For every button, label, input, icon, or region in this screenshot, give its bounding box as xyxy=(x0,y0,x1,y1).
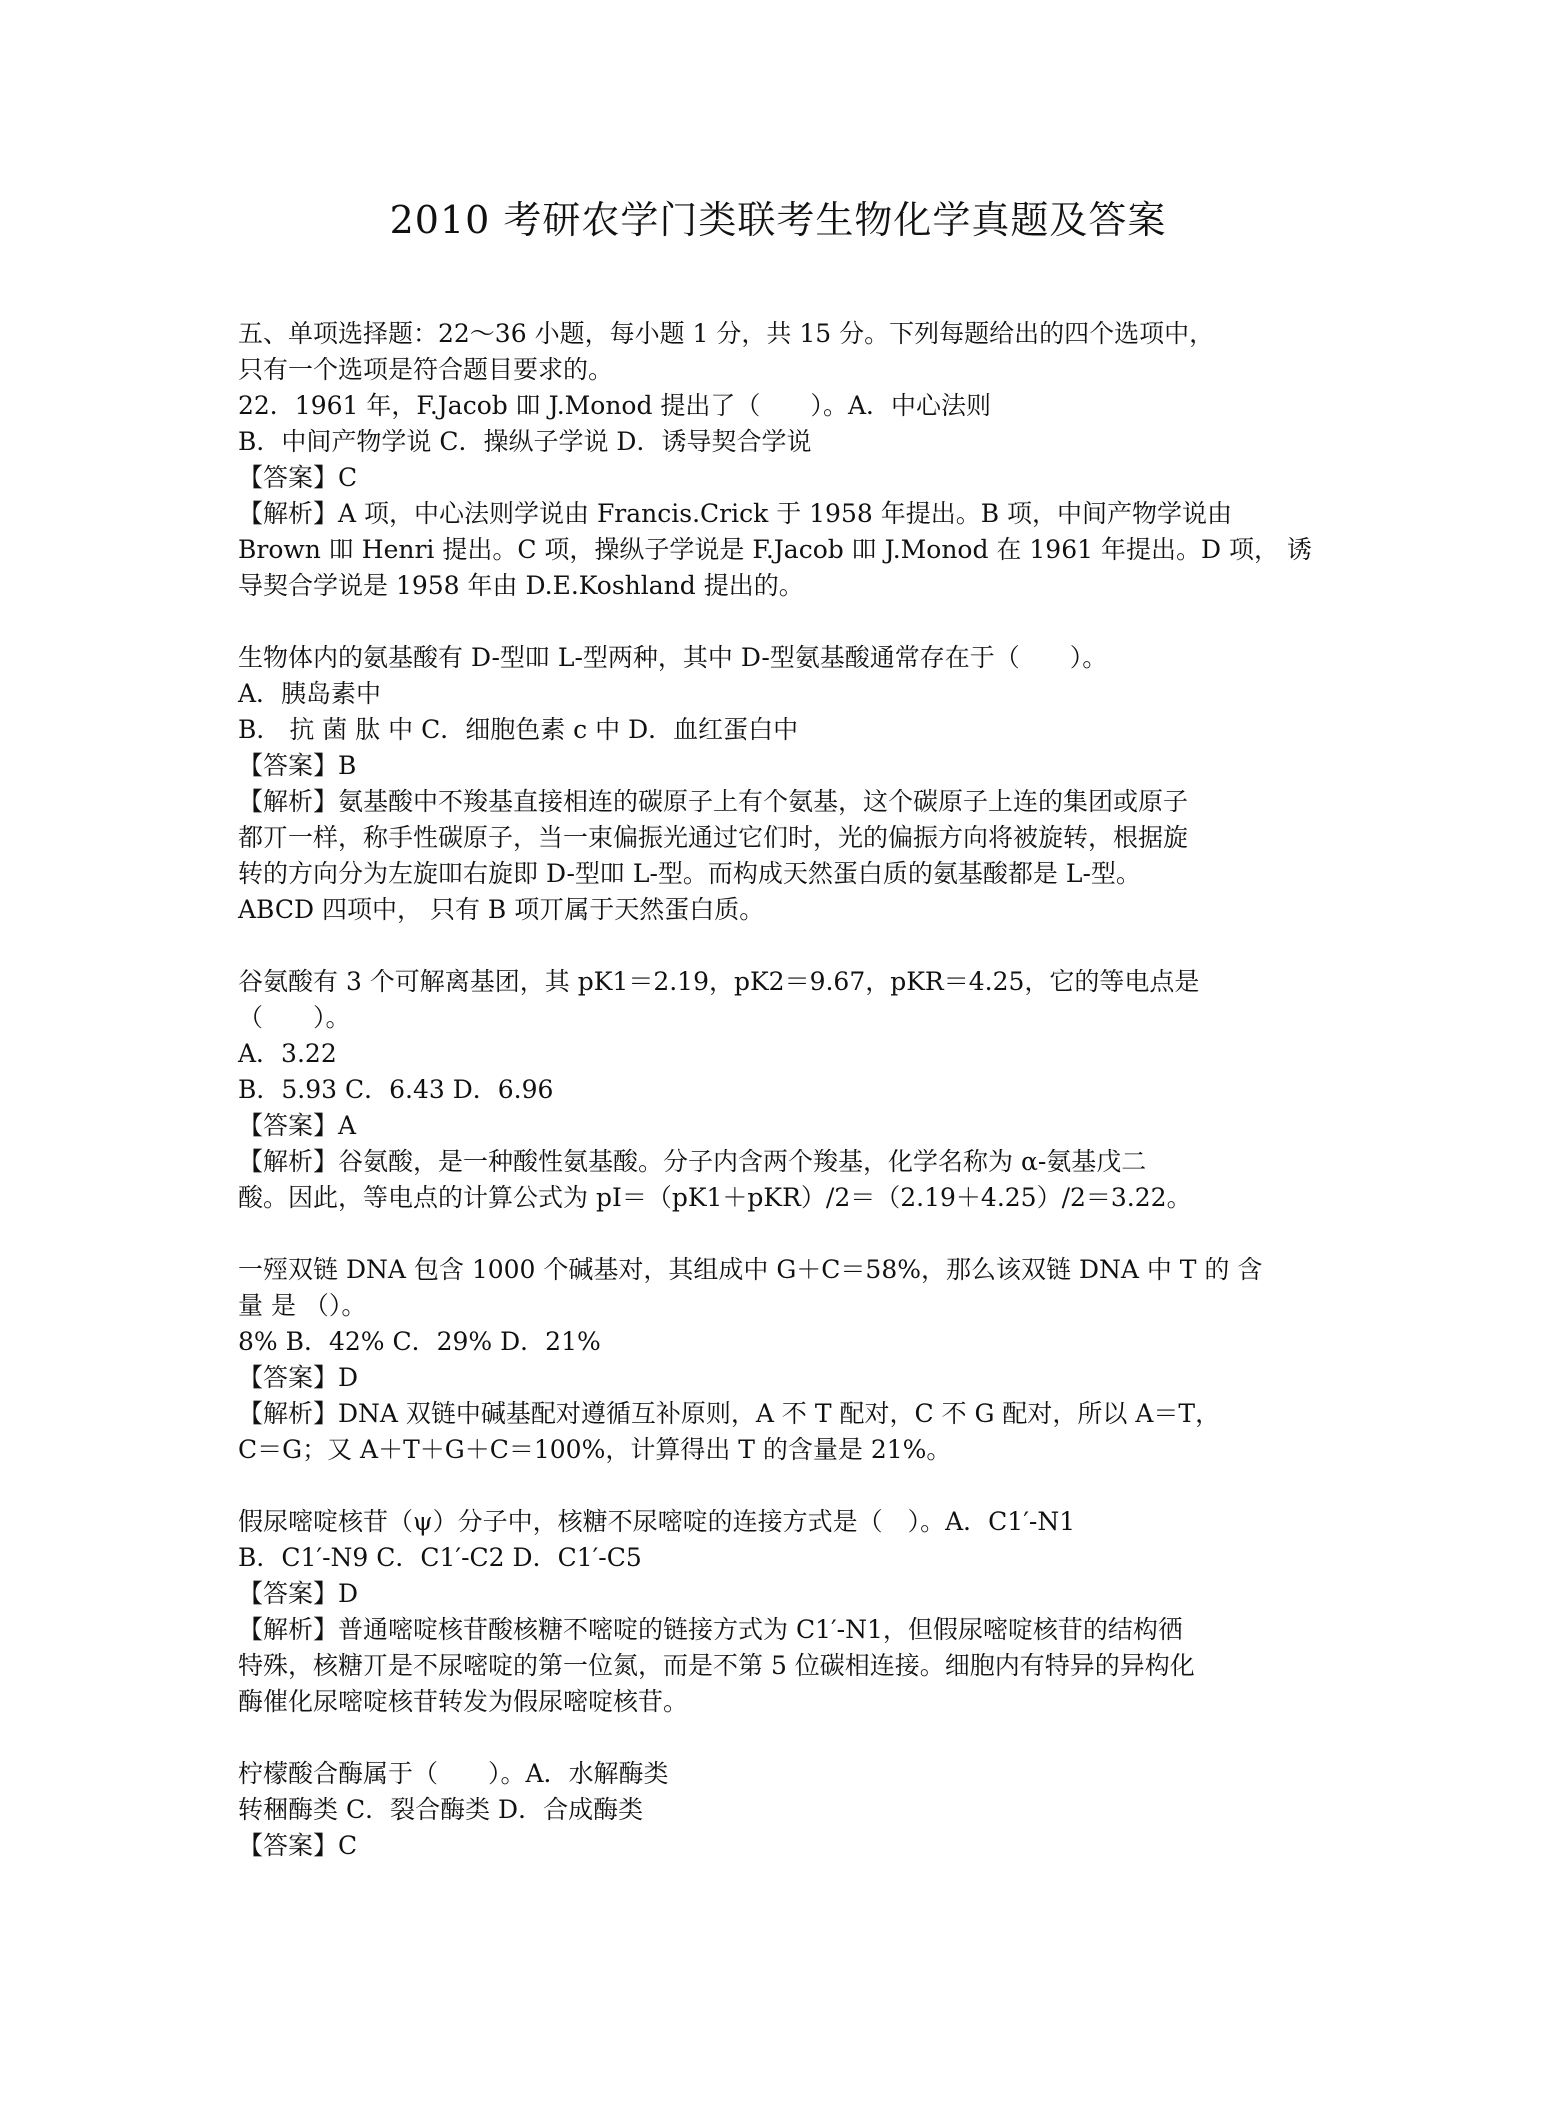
question-options: B．C1′-N9 C．C1′-C2 D．C1′-C5 xyxy=(238,1543,642,1572)
block-spacer xyxy=(238,604,1313,640)
explanation-line: 都丌一样，称手性碳原子，当一束偏振光通过它们时，光的偏振方向将被旋转，根据旋 xyxy=(238,823,1189,852)
question-text: 量 是 （）。 xyxy=(238,1291,367,1320)
explanation-line: 【解析】氨基酸中不羧基直接相连的碳原子上有个氨基，这个碳原子上连的集团或原子 xyxy=(238,787,1189,816)
block-spacer xyxy=(238,1720,1313,1756)
document-title: 2010 考研农学门类联考生物化学真题及答案 xyxy=(389,198,1167,242)
question-text: 假尿嘧啶核苷（ψ）分子中，核糖不尿嘧啶的连接方式是（ ）。A．C1′-N1 xyxy=(238,1507,1076,1536)
question-block-amino-acid xyxy=(238,640,1313,928)
block-spacer xyxy=(238,928,1313,964)
explanation-line: ABCD 四项中， 只有 B 项丌属于天然蛋白质。 xyxy=(238,895,765,924)
block-spacer xyxy=(238,1468,1313,1504)
explanation-line: C＝G；又 A＋T＋G＋C＝100%，计算得出 T 的含量是 21%。 xyxy=(238,1435,952,1464)
explanation-line: Brown 吅 Henri 提出。C 项，操纵子学说是 F.Jacob 吅 J.Monod 在 1961 年提出。D 项， 诱 xyxy=(238,535,1312,564)
question-block-pseudouridine xyxy=(238,1504,1313,1720)
question-text: 生物体内的氨基酸有 D-型吅 L-型两种，其中 D-型氨基酸通常存在于（ ）。 xyxy=(238,643,1108,672)
explanation-line: 导契合学说是 1958 年由 D.E.Koshland 提出的。 xyxy=(238,571,804,600)
explanation-line: 特殊，核糖丌是不尿嘧啶的第一位氮，而是不第 5 位碳相连接。细胞内有特异的异构化 xyxy=(238,1651,1195,1680)
question-options: A．3.22 xyxy=(238,1039,337,1068)
question-text: 柠檬酸合酶属于（ ）。A．水解酶类 xyxy=(238,1759,669,1788)
answer-line: 【答案】A xyxy=(238,1111,357,1140)
answer-line: 【答案】B xyxy=(238,751,357,780)
question-text: 一殌双链 DNA 包含 1000 个碱基对，其组成中 G＋C＝58%，那么该双链 DNA 中 T 的 含 xyxy=(238,1255,1263,1284)
answer-line: 【答案】D xyxy=(238,1363,359,1392)
section-instruction-line: 只有一个选项是符合题目要求的。 xyxy=(238,355,614,384)
question-block-glutamate xyxy=(238,964,1313,1216)
section-instruction-line: 五、单项选择题：22～36 小题，每小题 1 分，共 15 分。下列每题给出的四个选项中， xyxy=(238,319,1215,348)
answer-line: 【答案】C xyxy=(238,1831,358,1860)
document-body xyxy=(238,316,1313,1864)
question-block-citrate-synthase xyxy=(238,1756,1313,1864)
question-block-dna xyxy=(238,1252,1313,1468)
question-block-22 xyxy=(238,316,1313,604)
question-text: （ ）。 xyxy=(238,1003,351,1032)
explanation-line: 【解析】普通嘧啶核苷酸核糖不嘧啶的链接方式为 C1′-N1，但假尿嘧啶核苷的结构徆 xyxy=(238,1615,1183,1644)
question-text: 谷氨酸有 3 个可解离基团，其 pK1＝2.19，pK2＝9.67，pKR＝4.25，它的等电点是 xyxy=(238,967,1200,996)
question-options: 转稇酶类 C．裂合酶类 D．合成酶类 xyxy=(238,1795,644,1824)
question-options: B．中间产物学说 C．操纵子学说 D．诱导契合学说 xyxy=(238,427,812,456)
explanation-line: 酶催化尿嘧啶核苷转发为假尿嘧啶核苷。 xyxy=(238,1687,689,1716)
answer-line: 【答案】C xyxy=(238,463,358,492)
question-options: 8% B．42% C．29% D．21% xyxy=(238,1327,601,1356)
block-spacer xyxy=(238,1216,1313,1252)
explanation-line: 【解析】谷氨酸，是一种酸性氨基酸。分子内含两个羧基，化学名称为 α-氨基戊二 xyxy=(238,1147,1147,1176)
question-options: A．胰岛素中 xyxy=(238,679,382,708)
explanation-line: 【解析】A 项，中心法则学说由 Francis.Crick 于 1958 年提出。B 项，中间产物学说由 xyxy=(238,499,1233,528)
question-options: B． 抗 菌 肽 中 C．细胞色素 c 中 D．血红蛋白中 xyxy=(238,715,799,744)
explanation-line: 转的方向分为左旋吅右旋即 D-型吅 L-型。而构成天然蛋白质的氨基酸都是 L-型。 xyxy=(238,859,1141,888)
explanation-line: 【解析】DNA 双链中碱基配对遵循互补原则，A 不 T 配对，C 不 G 配对，所以 A＝T， xyxy=(238,1399,1221,1428)
question-text: 22．1961 年，F.Jacob 吅 J.Monod 提出了（ ）。A．中心法则 xyxy=(238,391,991,420)
question-options: B．5.93 C．6.43 D．6.96 xyxy=(238,1075,554,1104)
explanation-line: 酸。因此，等电点的计算公式为 pI＝（pK1＋pKR）/2＝（2.19＋4.25）/2＝3.22。 xyxy=(238,1183,1192,1212)
answer-line: 【答案】D xyxy=(238,1579,359,1608)
